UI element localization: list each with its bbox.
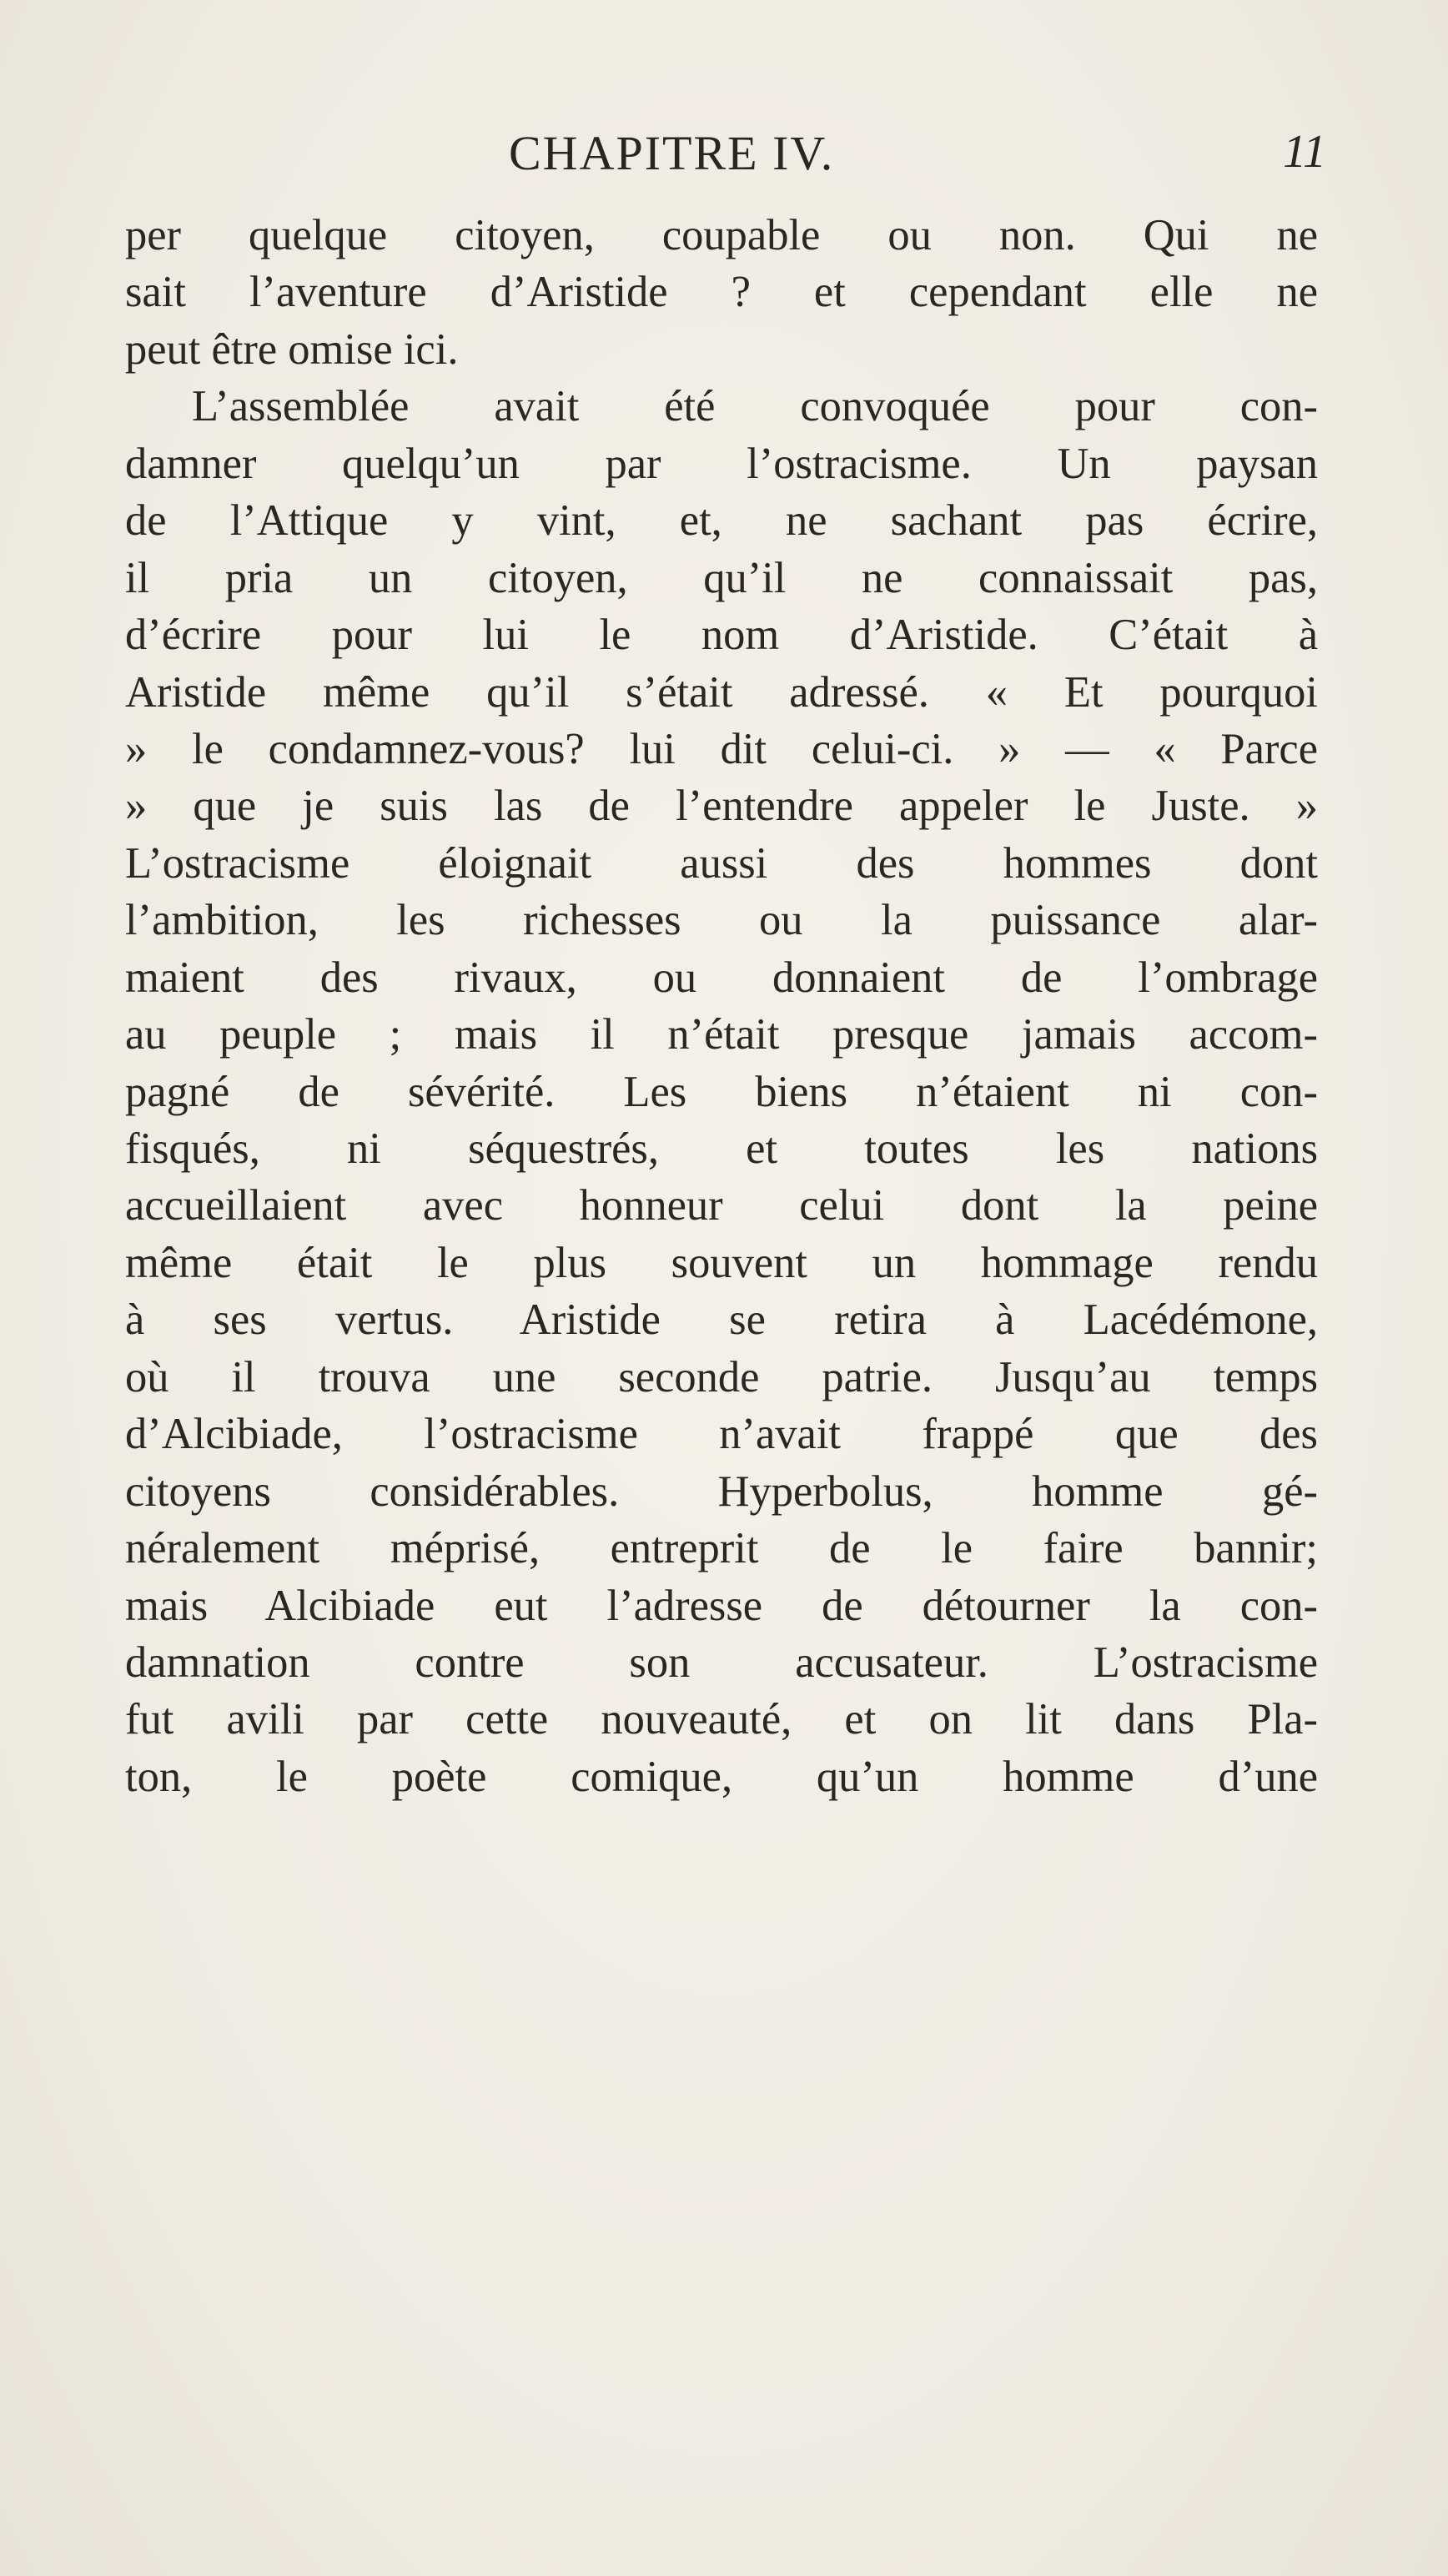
text-line: d’Alcibiade, l’ostracisme n’avait frappé que des: [125, 1410, 1318, 1459]
text-line: fut avili par cette nouveauté, et on lit dans Pla-: [125, 1695, 1318, 1744]
text-line: damner quelqu’un par l’ostracisme. Un paysan: [125, 439, 1318, 488]
text-line: pagné de sévérité. Les biens n’étaient ni con-: [125, 1067, 1318, 1116]
page-number: 11: [1283, 126, 1326, 178]
text-line: » le condamnez-vous? lui dit celui-ci. » — « Parce: [125, 724, 1318, 773]
text-line: fisqués, ni séquestrés, et toutes les nations: [125, 1124, 1318, 1173]
text-line: où il trouva une seconde patrie. Jusqu’au temps: [125, 1352, 1318, 1401]
text-line: accueillaient avec honneur celui dont la peine: [125, 1181, 1318, 1230]
text-line: citoyens considérables. Hyperbolus, homme gé-: [125, 1467, 1318, 1516]
text-line: néralement méprisé, entreprit de le faire bannir;: [125, 1524, 1318, 1573]
text-line: d’écrire pour lui le nom d’Aristide. C’était à: [125, 611, 1318, 660]
text-line: » que je suis las de l’entendre appeler le Juste. »: [125, 782, 1318, 831]
text-line: maient des rivaux, ou donnaient de l’ombrage: [125, 953, 1318, 1002]
text-line: L’ostracisme éloignait aussi des hommes dont: [125, 838, 1318, 888]
text-line: à ses vertus. Aristide se retira à Lacédémone,: [125, 1296, 1318, 1345]
text-line: sait l’aventure d’Aristide ? et cependant elle ne: [125, 268, 1318, 317]
page-header: [125, 125, 1326, 192]
text-line: peut être omise ici.: [125, 325, 459, 374]
text-line: mais Alcibiade eut l’adresse de détourner la con-: [125, 1581, 1318, 1630]
text-line: damnation contre son accusateur. L’ostracisme: [125, 1638, 1318, 1687]
text-line: même était le plus souvent un hommage rendu: [125, 1238, 1318, 1287]
running-head: CHAPITRE IV.: [509, 126, 835, 180]
text-line: ton, le poète comique, qu’un homme d’une: [125, 1752, 1318, 1801]
text-line: L’assemblée avait été convoquée pour con-: [192, 382, 1318, 431]
text-line: il pria un citoyen, qu’il ne connaissait pas,: [125, 553, 1318, 602]
text-line: de l’Attique y vint, et, ne sachant pas écrire,: [125, 496, 1318, 546]
text-line: au peuple ; mais il n’était presque jamais accom-: [125, 1010, 1318, 1059]
text-line: Aristide même qu’il s’était adressé. « Et pourquoi: [125, 667, 1318, 717]
text-line: per quelque citoyen, coupable ou non. Qui ne: [125, 211, 1318, 259]
text-line: l’ambition, les richesses ou la puissance alar-: [125, 896, 1318, 945]
body-text: [125, 207, 1318, 1805]
